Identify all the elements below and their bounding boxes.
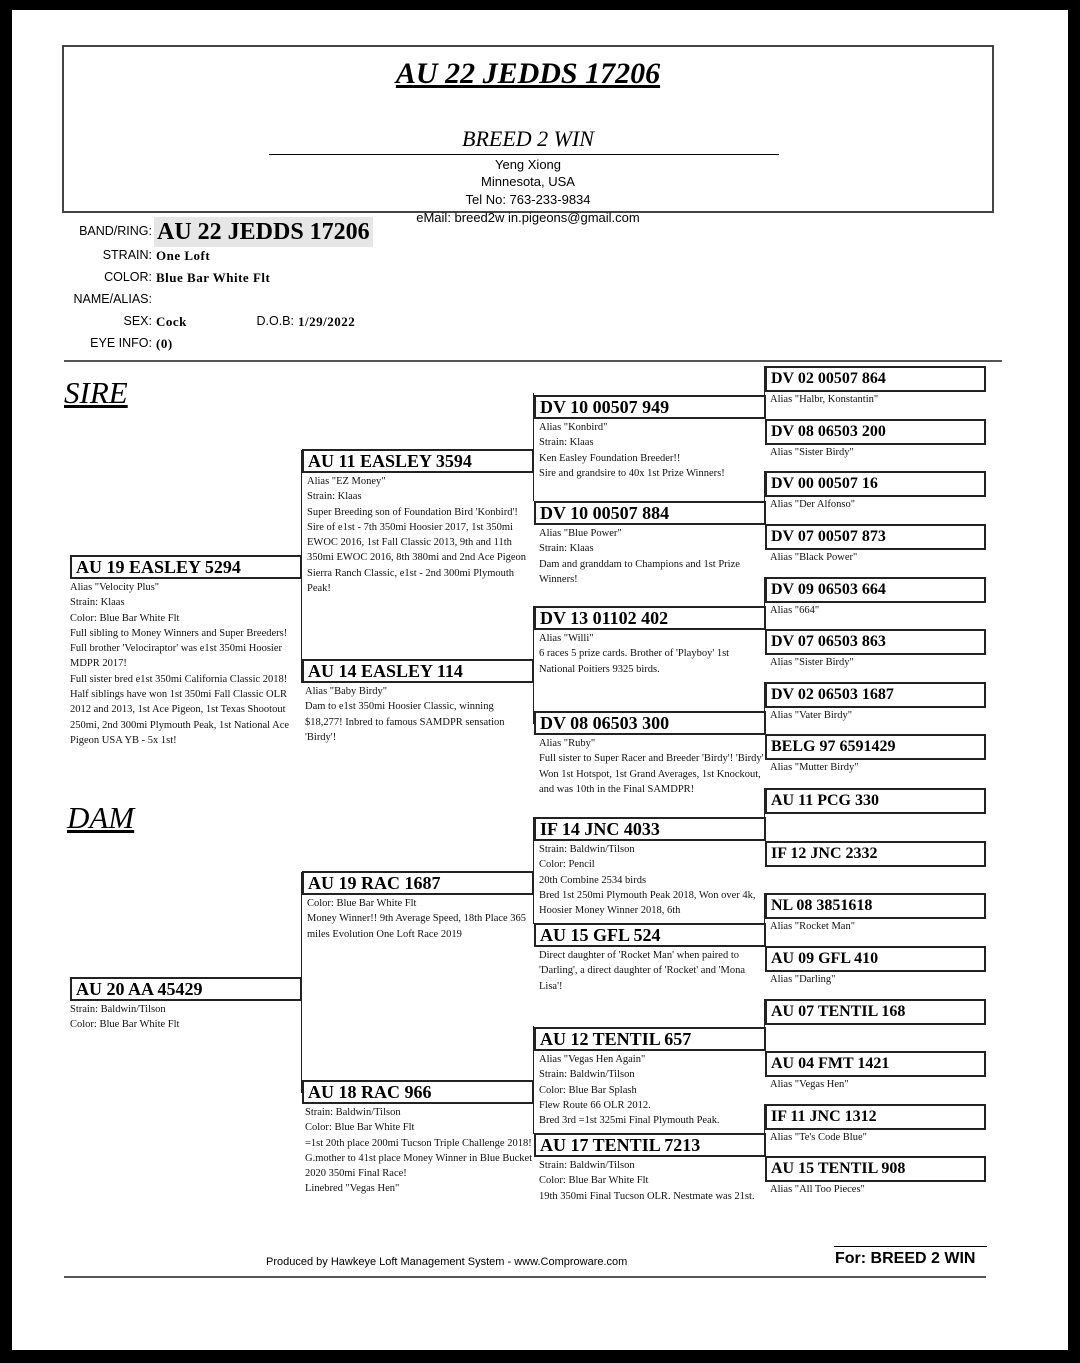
g4-dam-6-band: AU 04 FMT 1421 [765, 1051, 986, 1077]
g4-dam-6-alias: Alias "Vegas Hen" [770, 1079, 849, 1090]
dob-value: 1/29/2022 [298, 314, 356, 329]
g4-dam-8-band: AU 15 TENTIL 908 [765, 1156, 986, 1182]
owner-email: eMail: breed2w in.pigeons@gmail.com [416, 210, 640, 225]
owner-name: Yeng Xiong [494, 157, 562, 172]
dam-sire-band: AU 19 RAC 1687 [302, 871, 534, 895]
sds-band: DV 13 01102 402 [534, 606, 766, 630]
color-label: COLOR: [104, 270, 152, 284]
g4-sire-7-band: DV 02 06503 1687 [765, 682, 986, 708]
sdd-notes: Alias "Ruby" Full sister to Super Racer and Breeder 'Birdy'! 'Birdy' Won 1st Hotspot, 1st Grand Averages, 1st Knockout, and was 10th in the Final SAMDPR! [539, 738, 764, 795]
sire-sire-notes: Alias "EZ Money" Strain: Klaas Super Breeding son of Foundation Bird 'Konbird'! Sire of e1st - 7th 350mi Hoosier 2017, 1st 350mi EWOC 2016, 1st Fall Classic 2013, 9th and 11th 350mi EWOC 2016, 8th 380mi and 2nd Ace Pigeon Sierra Ranch Classic, e1st - 2nd 300mi Plymouth Peak! [307, 476, 527, 595]
dob-label: D.O.B: [256, 314, 294, 328]
dss-band: IF 14 JNC 4033 [534, 817, 766, 841]
dam-sire-notes: Color: Blue Bar White Flt Money Winner!! 9th Average Speed, 18th Place 365 miles Evolution One Loft Race 2019 [307, 898, 527, 940]
owner-location: Minnesota, USA [481, 174, 575, 189]
g4-dam-5-band: AU 07 TENTIL 168 [765, 999, 986, 1025]
g4-sire-3-band: DV 00 00507 16 [765, 471, 986, 497]
sdd-band: DV 08 06503 300 [534, 711, 766, 735]
g4-dam-4-band: AU 09 GFL 410 [765, 946, 986, 972]
dds-notes: Alias "Vegas Hen Again" Strain: Baldwin/Tilson Color: Blue Bar Splash Flew Route 66 OLR 2012. Bred 3rd =1st 325mi Final Plymouth Peak. [539, 1054, 720, 1127]
ddd-band: AU 17 TENTIL 7213 [534, 1133, 766, 1157]
loft-name: BREED 2 WIN [462, 126, 594, 151]
g4-dam-4-alias: Alias "Darling" [770, 974, 836, 985]
footer-separator [64, 1276, 986, 1278]
g4-sire-3-alias: Alias "Der Alfonso" [770, 499, 855, 510]
g4-sire-5-band: DV 09 06503 664 [765, 577, 986, 603]
sire-dam-band: AU 14 EASLEY 114 [302, 659, 534, 683]
dam-dam-band: AU 18 RAC 966 [302, 1080, 534, 1104]
sire-heading: SIRE [64, 375, 128, 410]
footer-produced-by: Produced by Hawkeye Loft Management System - www.Comproware.com [266, 1256, 628, 1268]
g4-sire-8-alias: Alias "Mutter Birdy" [770, 762, 859, 773]
sex-label: SEX: [123, 314, 152, 328]
g4-dam-3-alias: Alias "Rocket Man" [770, 921, 855, 932]
g4-sire-2-alias: Alias "Sister Birdy" [770, 447, 854, 458]
header-box [62, 45, 994, 225]
sire-band: AU 19 EASLEY 5294 [70, 555, 302, 579]
header-divider [269, 154, 779, 155]
owner-phone: Tel No: 763-233-9834 [465, 192, 591, 207]
g4-sire-1-alias: Alias "Halbr, Konstantin" [770, 394, 879, 405]
g4-sire-6-alias: Alias "Sister Birdy" [770, 657, 854, 668]
ddd-notes: Strain: Baldwin/Tilson Color: Blue Bar White Flt 19th 350mi Final Tucson OLR. Nestmate was 21st. [539, 1160, 755, 1202]
eye-info-value: (0) [156, 336, 173, 351]
g4-sire-1-band: DV 02 00507 864 [765, 366, 986, 392]
footer-for: For: BREED 2 WIN [835, 1250, 976, 1267]
dds-band: AU 12 TENTIL 657 [534, 1027, 766, 1051]
header-separator [64, 360, 1002, 362]
eye-info-label: EYE INFO: [90, 336, 152, 350]
dsd-notes: Direct daughter of 'Rocket Man' when paired to 'Darling', a direct daughter of 'Rocket' and 'Mona Lisa'! [539, 950, 745, 992]
g4-sire-6-band: DV 07 06503 863 [765, 629, 986, 655]
sex-value: Cock [156, 314, 187, 329]
pedigree-page [12, 10, 1068, 1350]
name-alias-label: NAME/ALIAS: [73, 292, 152, 306]
g4-dam-2-band: IF 12 JNC 2332 [765, 841, 986, 867]
dss-notes: Strain: Baldwin/Tilson Color: Pencil 20th Combine 2534 birds Bred 1st 250mi Plymouth Peak 2018, Won over 4k, Hoosier Money Winner 2018, 6th [539, 844, 756, 917]
page-title: AU 22 JEDDS 17206 [395, 57, 661, 90]
strain-value: One Loft [156, 248, 211, 263]
sds-notes: Alias "Willi" 6 races 5 prize cards. Brother of 'Playboy' 1st National Poitiers 9325 birds. [539, 633, 730, 675]
g4-sire-2-band: DV 08 06503 200 [765, 419, 986, 445]
sire-notes: Alias "Velocity Plus" Strain: Klaas Color: Blue Bar White Flt Full sibling to Money Winners and Super Breeders! Full brother 'Velociraptor' was e1st 350mi Hoosier MDPR 2017! Full sister bred e1st 350mi California Classic 2018! Half siblings have won 1st 350mi Fall Classic OLR 2012 and 2013, 1st Ace Pigeon, 1st Texas Shootout 250mi, 2nd 300mi Plymouth Peak, 1st National Ace Pigeon USA YB - 5x 1st! [70, 582, 290, 746]
ssd-notes: Alias "Blue Power" Strain: Klaas Dam and granddam to Champions and 1st Prize Winners! [539, 528, 740, 585]
g4-sire-5-alias: Alias "664" [770, 605, 820, 616]
strain-label: STRAIN: [102, 248, 152, 262]
sire-dam-notes: Alias "Baby Birdy" Dam to e1st 350mi Hoosier Classic, winning $18,277! Inbred to famous SAMDPR sensation 'Birdy'! [305, 686, 505, 743]
g4-sire-4-band: DV 07 00507 873 [765, 524, 986, 550]
sss-band: DV 10 00507 949 [534, 395, 766, 419]
g4-dam-7-band: IF 11 JNC 1312 [765, 1104, 986, 1130]
band-value: AU 22 JEDDS 17206 [154, 217, 373, 247]
sire-sire-band: AU 11 EASLEY 3594 [302, 449, 534, 473]
g4-dam-8-alias: Alias "All Too Pieces" [770, 1184, 865, 1195]
dam-band: AU 20 AA 45429 [70, 977, 302, 1001]
color-value: Blue Bar White Flt [156, 270, 271, 285]
g4-dam-3-band: NL 08 3851618 [765, 893, 986, 919]
sss-notes: Alias "Konbird" Strain: Klaas Ken Easley Foundation Breeder!! Sire and grandsire to 40x 1st Prize Winners! [539, 422, 725, 479]
ssd-band: DV 10 00507 884 [534, 501, 766, 525]
band-label: BAND/RING: [79, 224, 152, 238]
dam-notes: Strain: Baldwin/Tilson Color: Blue Bar White Flt [70, 1004, 180, 1031]
footer-for-divider [834, 1246, 987, 1247]
g4-sire-8-band: BELG 97 6591429 [765, 734, 986, 760]
dam-dam-notes: Strain: Baldwin/Tilson Color: Blue Bar White Flt =1st 20th place 200mi Tucson Triple Challenge 2018! G.mother to 41st place Money Winner in Blue Bucket 2020 350mi Final Race! Linebred "Vegas Hen" [305, 1107, 533, 1195]
dsd-band: AU 15 GFL 524 [534, 923, 766, 947]
g4-sire-4-alias: Alias "Black Power" [770, 552, 858, 563]
g4-dam-1-band: AU 11 PCG 330 [765, 788, 986, 814]
dam-heading: DAM [67, 800, 135, 835]
g4-dam-7-alias: Alias "Te's Code Blue" [770, 1132, 867, 1143]
g4-sire-7-alias: Alias "Vater Birdy" [770, 710, 853, 721]
